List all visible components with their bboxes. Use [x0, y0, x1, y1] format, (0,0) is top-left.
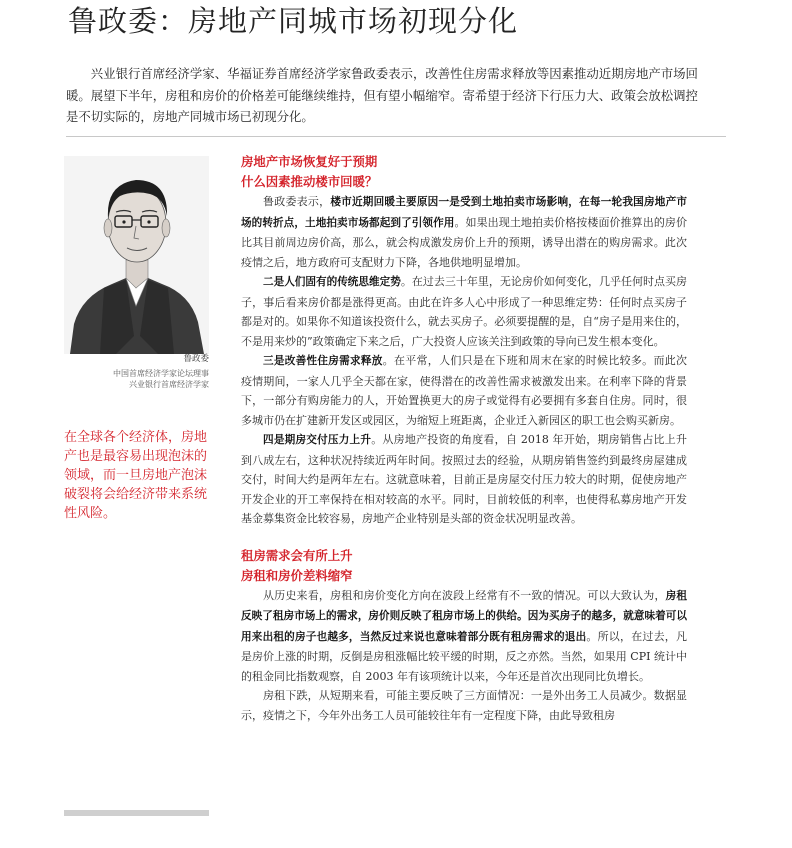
para-bold: 三是改善性住房需求释放 — [263, 355, 383, 367]
sidebar-bottom-bar — [64, 810, 209, 816]
para-text: 。在平常，人们只是在下班和周末在家的时候比较多。而此次疫情期间，一家人几乎全天都在家，使得潜在的改善性需求被激发出来。在利率下降的背景下，一部分有购房能力的人，开始置换更大的房子或觉得有必要拥有多套自住房。同时，很多城市仍在扩建新开发区或园区，为缩短上班距离，企业迁入新园区的职工也会购买新房。 — [241, 354, 688, 427]
para-text: 。从房地产投资的角度看，自 2018 年开始，期房销售占比上升到八成左右，这种状况持续近两年时间。按照过去的经验，从期房销售签约到最终房屋建成交付，时间大约是两年左右。这就意味着，目前正是房屋交付压力较大的时期，促使房地产开发企业的开工率保持在相对较高的水平。同时，目前较低的利率，也使得私募房地产开发基金募集资金比较容易，房地产企业特别是头部的资金状况明显改善。 — [241, 433, 687, 525]
para-text: 。所以，在过去，凡是房价上涨的时期，反倒是房租涨幅比较平缓的时期，反之亦然。当然，如果用 CPI 统计中的租金同比指数观察，自 2003 年有该项统计以来，今年还是首次出现同比负增长。 — [241, 629, 688, 683]
author-portrait — [64, 156, 209, 354]
para-bold: 二是人们固有的传统思维定势 — [263, 276, 401, 288]
portrait-sketch — [64, 156, 209, 354]
section2-paragraph-2: 房租下跌，从短期来看，可能主要反映了三方面情况：一是外出务工人员减少。数据显示，疫情之下，今年外出务工人员可能较往年有一定程度下降，由此导致租房 — [241, 689, 687, 722]
section1-paragraph-3 — [241, 351, 687, 430]
intro-divider — [66, 136, 726, 137]
para-text: 。如果出现土地拍卖价格按楼面价推算出的房价比其目前周边房价高，那么，就会构成激发房价上升的预期，诱导出潜在的购房需求。此次疫情之后，地方政府可支配财力下降，各地供地明显增加。 — [241, 215, 687, 269]
section1-heading-1: 房地产市场恢复好于预期 — [241, 154, 378, 169]
section2-paragraph-1 — [241, 586, 687, 687]
article-body — [241, 152, 687, 725]
para-bold: 房租反映了租房市场上的需求，房价则反映了租房市场上的供给。因为买房子的越多，就意味着可以用来出租的房子也越多，当然反过来说也意味着部分既有租房需求的退出 — [241, 589, 688, 643]
article-intro: 兴业银行首席经济学家、华福证券首席经济学家鲁政委表示，改善性住房需求释放等因素推动近期房地产市场回暖。展望下半年，房租和房价的价格差可能继续维持，但有望小幅缩窄。寄希望于经济下行压力大、政策会放松调控是不切实际的，房地产同城市场已初现分化。 — [66, 66, 698, 124]
section1-paragraph-4 — [241, 430, 687, 529]
para-bold: 四是期房交付压力上升 — [263, 434, 372, 446]
caption-name: 鲁政委 — [183, 354, 209, 364]
caption-title-1: 中国首席经济学家论坛理事 — [113, 369, 209, 378]
article-title: 鲁政委：房地产同城市场初现分化 — [68, 4, 519, 38]
section-gap — [241, 529, 687, 546]
pull-quote: 在全球各个经济体，房地产也是最容易出现泡沫的领域，而一旦房地产泡沫破裂将会给经济带来系统性风险。 — [64, 430, 208, 521]
para-bold: 楼市近期回暖主要原因一是受到土地拍卖市场影响，在每一轮我国房地产市场的转折点，土地拍卖市场都起到了引领作用 — [241, 196, 687, 229]
para-text: 。在过去三十年里，无论房价如何变化，几乎任何时点买房子，事后看来房价都是涨得更高。由此在许多人心中形成了一种思维定势：任何时点买房子都是对的。如果你不知道该投资什么，就去买房子。必须要提醒的是，自“房子是用来住的，不是用来炒的”政策确定下来之后，广大投资人应该关注到政策的导向已发生根本变化。 — [241, 275, 688, 348]
caption-title-2: 兴业银行首席经济学家 — [129, 380, 209, 389]
para-text: 鲁政委表示， — [263, 195, 331, 208]
portrait-caption — [64, 354, 209, 390]
section1-paragraph-2 — [241, 272, 687, 351]
para-text: 从历史来看，房租和房价变化方向在波段上经常有不一致的情况。可以大致认为， — [263, 588, 666, 602]
section1-heading-2: 什么因素推动楼市回暖？ — [241, 174, 378, 189]
section2-heading-2: 房租和房价差料缩窄 — [241, 567, 353, 583]
section1-paragraph-1 — [241, 192, 687, 272]
section2-heading-1: 租房需求会有所上升 — [241, 547, 353, 563]
